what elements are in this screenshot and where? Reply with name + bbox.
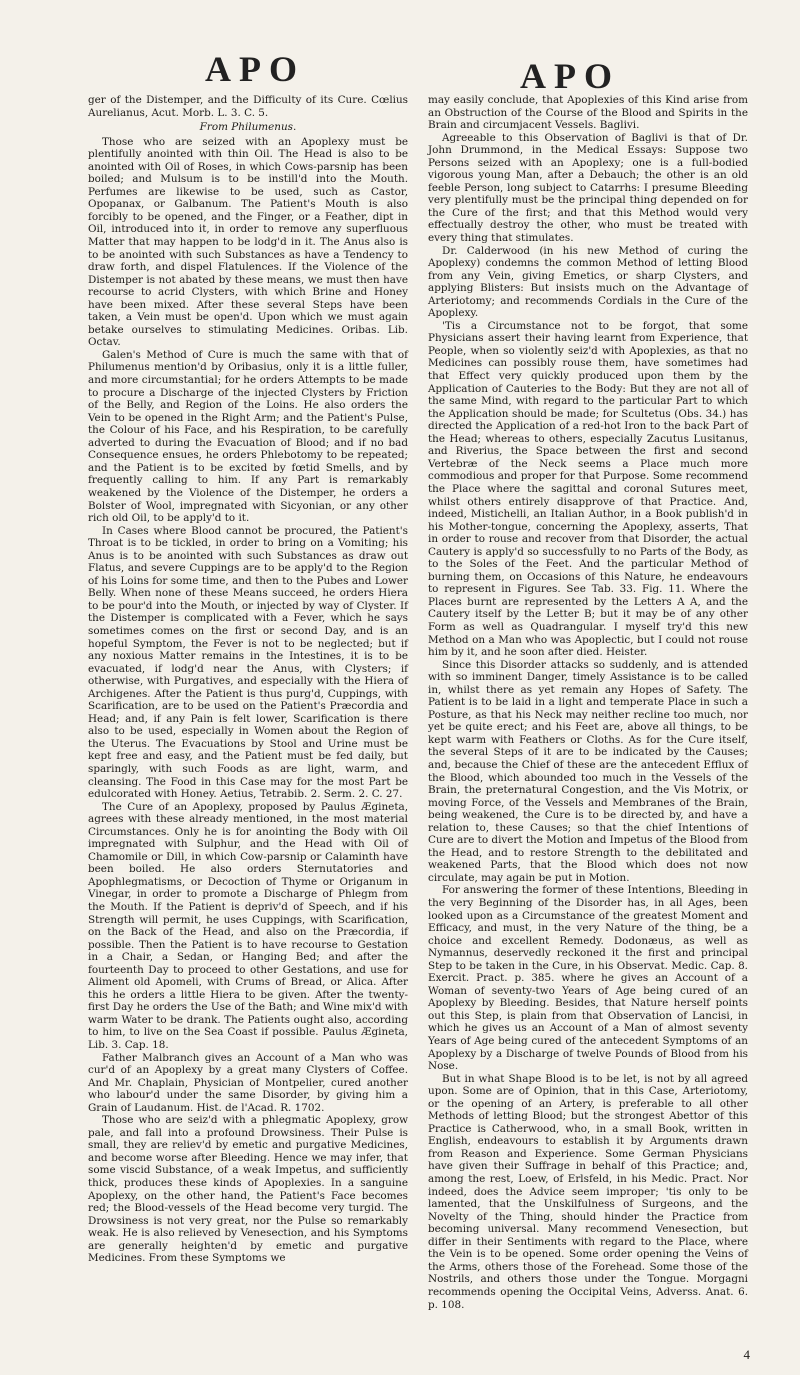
right-column <box>428 94 748 1311</box>
section-heading: From Philumenus. <box>199 121 297 134</box>
paragraph: Those who are seized with an Apoplexy must be plentifully anointed with thin Oil. The Head is also to be anointed with Oil of Roses, in which Cows-parsnip has been boiled; and Mulsum is to be instill'd into the Mouth. Perfumes are likewise to be used, such as Castor, Opopanax, or Galbanum. The Patient's Mouth is also forcibly to be opened, and the Finger, or a Feather, dipt in Oil, introduced into it, in order to remove any superfluous Matter that may happen to be lodg'd in it. The Anus also is to be anointed with such Substances as have a Tendency to draw forth, and dispel Flatulences. If the Violence of the Distemper is not abated by these means, we must then have recourse to acrid Clysters, with which Brine and Honey have been mixed. After these several Steps have been taken, a Vein must be open'd. Upon which we must again betake ourselves to stimulating Medicines. Oribas. Lib. Octav. <box>88 135 408 349</box>
running-head-left: APO <box>205 49 305 89</box>
paragraph: The Cure of an Apoplexy, proposed by Paulus Ægineta, agrees with these already mentioned, in the most material Circumstances. Only he is for anointing the Body with Oil impregnated with Sulphur, and the Head with Oil of Chamomile or Dill, in which Cow-parsnip or Calaminth have been boiled. He also orders Sternutatories and Apophlegmatisms, or Decoction of Thyme or Origanum in Vinegar, in order to promote a Discharge of Phlegm from the Mouth. If the Patient is depriv'd of Speech, and if his Strength will permit, he uses Cuppings, with Scarification, on the Back of the Head, and also on the Præcordia, if possible. Then the Patient is to have recourse to Gestation in a Chair, a Sedan, or Hanging Bed; and after the fourteenth Day to proceed to other Gestations, and use for Aliment old Apomeli, with Crums of Bread, or Alica. After this he orders a little Hiera to be given. After the twenty-first Day he orders the Use of the Bath; and Wine mix'd with warm Water to be drank. The Patients ought also, according to him, to live on the Sea Coast if possible. Paulus Ægineta, Lib. 3. Cap. 18. <box>88 800 408 1052</box>
paragraph: But in what Shape Blood is to be let, is not by all agreed upon. Some are of Opinion, that in this Case, Arteriotomy, or the opening of an Artery, is preferable to all other Methods of letting Blood; but the strongest Abettor of this Practice is Catherwood, who, in a small Book, written in English, endeavours to establish it by Arguments drawn from Reason and Experience. Some German Physicians have given their Suffrage in behalf of this Practice; and, among the rest, Loew, of Erlsfeld, in his Medic. Pract. Nor indeed, does the Advice seem improper; 'tis only to be lamented, that the Unskilfulness of Surgeons, and the Novelty of the Thing, should hinder the Practice from becoming universal. Many recommend Venesection, but differ in their Sentiments with regard to the Place, where the Vein is to be opened. Some order opening the Veins of the Arms, others those of the Forehead. Some those of the Nostrils, and others those under the Tongue. Morgagni recommends opening the Occipital Veins, Adverss. Anat. 6. p. 108. <box>428 1072 748 1311</box>
paragraph: may easily conclude, that Apoplexies of this Kind arise from an Obstruction of the Course of the Blood and Spirits in the Brain and circumjacent Vessels. Baglivi. <box>428 94 748 132</box>
paragraph: ger of the Distemper, and the Difficulty of its Cure. Cœlius Aurelianus, Acut. Morb. L. 3. C. 5. <box>88 94 408 119</box>
paragraph: Galen's Method of Cure is much the same with that of Philumenus mention'd by Oribasius, only it is a little fuller, and more circumstantial; for he orders Attempts to be made to procure a Discharge of the injected Clysters by Friction of the Belly, and Region of the Loins. He also orders the Vein to be opened in the Right Arm; and the Patient's Pulse, the Colour of his Face, and his Respiration, to be carefully adverted to during the Evacuation of Blood; and if no bad Consequence ensues, he orders Phlebotomy to be repeated; and the Patient is to be excited by fœtid Smells, and by frequently calling to him. If any Part is remarkably weakened by the Violence of the Distemper, he orders a Bolster of Wool, impregnated with Sicyonian, or any other rich old Oil, to be apply'd to it. <box>88 348 408 525</box>
running-head-right: APO <box>520 56 620 96</box>
paragraph: Agreeable to this Observation of Baglivi is that of Dr. John Drummond, in the Medical Essays: Suppose two Persons seized with an Apoplexy; one is a full-bodied vigorous young Man, after a Debauch; the other is an old feeble Person, long subject to Catarrhs: I presume Bleeding very plentifully must be the principal thing depended on for the Cure of the first; and that this Method would very effectually destroy the other, who must be treated with every thing that stimulates. <box>428 131 748 245</box>
paragraph: Dr. Calderwood (in his new Method of curing the Apoplexy) condemns the common Method of letting Blood from any Vein, giving Emetics, or sharp Clysters, and applying Blisters: But insists much on the Advantage of Arteriotomy; and recommends Cordials in the Cure of the Apoplexy. <box>428 244 748 320</box>
page-number: 4 <box>743 1347 750 1362</box>
paragraph: 'Tis a Circumstance not to be forgot, that some Physicians assert their having learnt from Experience, that People, when so violently seiz'd with Apoplexies, as that no Medicines can possibly rouse them, have sometimes had that Effect very quickly produced upon them by the Application of Cauteries to the Body: But they are not all of the same Mind, with regard to the particular Part to which the Application should be made; for Scultetus (Obs. 34.) has directed the Application of a red-hot Iron to the back Part of the Head; whereas to others, especially Zacutus Lusitanus, and Riverius, the Space between the first and second Vertebræ of the Neck seems a Place much more commodious and proper for that Purpose. Some recommend the Place where the sagittal and coronal Sutures meet, whilst others entirely disapprove of that Practice. And, indeed, Mistichelli, an Italian Author, in a Book publish'd in his Mother-tongue, concerning the Apoplexy, asserts, That in order to rouse and recover from that Disorder, the actual Cautery is apply'd so successfully to no Parts of the Body, as to the Soles of the Feet. And the particular Method of burning them, on Occasions of this Nature, he endeavours to represent in Figures. See Tab. 33. Fig. 11. Where the Places burnt are represented by the Letters A A, and the Cautery itself by the Letter B; but it may be of any other Form as well as Quadrangular. I myself try'd this new Method on a Man who was Apoplectic, but I could not rouse him by it, and he soon after died. Heister. <box>428 319 748 659</box>
paragraph: For answering the former of these Intentions, Bleeding in the very Beginning of the Disorder has, in all Ages, been looked upon as a Circumstance of the greatest Moment and Efficacy, and must, in the very Nature of the thing, be a choice and excellent Remedy. Dodonæus, as well as Nymannus, deservedly reckoned it the first and principal Step to be taken in the Cure, in his Observat. Medic. Cap. 8. Exercit. Pract. p. 385. where he gives an Account of a Woman of seventy-two Years of Age being cured of an Apoplexy by Bleeding. Besides, that Nature herself points out this Step, is plain from that Observation of Lancisi, in which he gives us an Account of a Man of almost seventy Years of Age being cured of the antecedent Symptoms of an Apoplexy by a Discharge of twelve Pounds of Blood from his Nose. <box>428 884 748 1073</box>
paragraph: In Cases where Blood cannot be procured, the Patient's Throat is to be tickled, in order to bring on a Vomiting; his Anus is to be anointed with such Substances as draw out Flatus, and severe Cuppings are to be apply'd to the Region of his Loins for some time, and then to the Pubes and Lower Belly. When none of these Means succeed, he orders Hiera to be pour'd into the Mouth, or injected by way of Clyster. If the Distemper is complicated with a Fever, which he says sometimes comes on the first or second Day, and is an hopeful Symptom, the Fever is not to be neglected; but if any noxious Matter remains in the Intestines, it is to be evacuated, if lodg'd near the Anus, with Clysters; if otherwise, with Purgatives, and especially with the Hiera of Archigenes. After the Patient is thus purg'd, Cuppings, with Scarification, are to be used on the Patient's Præcordia and Head; and, if any Pain is felt lower, Scarification is there also to be used, especially in Women about the Region of the Uterus. The Evacuations by Stool and Urine must be kept free and easy, and the Patient must be fed daily, but sparingly, with such Foods as are light, warm, and cleansing. The Food in this Case may for the most Part be edulcorated with Honey. Aetius, Tetrabib. 2. Serm. 2. C. 27. <box>88 524 408 801</box>
left-column <box>88 94 408 1265</box>
paragraph: Those who are seiz'd with a phlegmatic Apoplexy, grow pale, and fall into a profound Drowsiness. Their Pulse is small, they are reliev'd by emetic and purgative Medicines, and become worse after Bleeding. Hence we may infer, that some viscid Substance, of a weak Impetus, and sufficiently thick, produces these kinds of Apoplexies. In a sanguine Apoplexy, on the other hand, the Patient's Face becomes red; the Blood-vessels of the Head become very turgid. The Drowsiness is not very great, nor the Pulse so remarkably weak. He is also relieved by Venesection, and his Symptoms are generally heighten'd by emetic and purgative Medicines. From these Symptoms we <box>88 1114 408 1265</box>
paragraph: Since this Disorder attacks so suddenly, and is attended with so imminent Danger, timely Assistance is to be called in, whilst there as yet remain any Hopes of Safety. The Patient is to be laid in a light and temperate Place in such a Posture, as that his Neck may neither recline too much, nor yet be quite erect; and his Feet are, above all things, to be kept warm with Feathers or Cloths. As for the Cure itself, the several Steps of it are to be indicated by the Causes; and, because the Chief of these are the antecedent Efflux of the Blood, which abounded too much in the Vessels of the Brain, the preternatural Congestion, and the Vis Motrix, or moving Force, of the Vessels and Membranes of the Brain, being weakened, the Cure is to be directed by, and have a relation to, these Causes; so that the chief Intentions of Cure are to divert the Motion and Impetus of the Blood from the Head, and to restore Strength to the debilitated and weakened Parts, that the Blood which does not now circulate, may again be put in Motion. <box>428 658 748 884</box>
paragraph: Father Malbranch gives an Account of a Man who was cur'd of an Apoplexy by a great many Clysters of Coffee. And Mr. Chaplain, Physician of Montpelier, cured another who labour'd under the same Disorder, by giving him a Grain of Laudanum. Hist. de l'Acad. R. 1702. <box>88 1051 408 1114</box>
